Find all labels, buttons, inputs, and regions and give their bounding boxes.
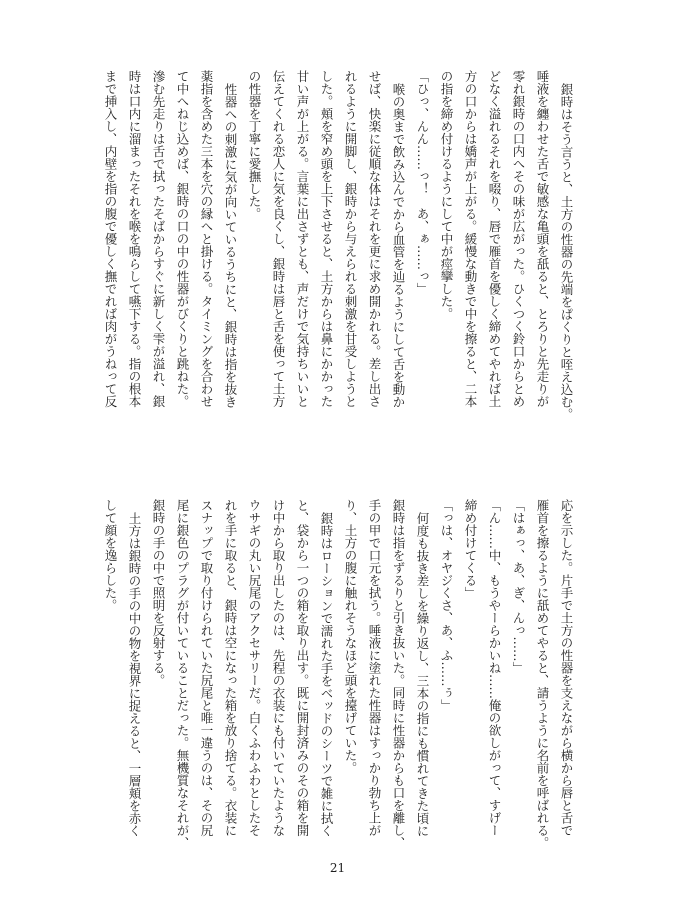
text-line: 手の甲で口元を拭う。唾液に塗れた性器はすっかり勃ち上が <box>367 499 382 837</box>
text-line: の指を締め付けるようにして中が痙攣した。 <box>439 70 454 320</box>
dialogue-line: 「ん……中、もうやーらかいね……俺の欲しがって、すげー <box>487 499 502 837</box>
text-line: 伝えてくれる恋人に気を良くし、銀時は唇と舌を使って土方 <box>271 70 286 408</box>
text-line: 唾液を纏わせた舌で敏感な亀頭を舐ると、とろりと先走りが <box>535 70 550 408</box>
text-line: 土方は銀時の手の中の物を視界に捉えると、一層頬を赤く <box>127 511 142 837</box>
dialogue-line: 締め付けてくる」 <box>463 499 478 599</box>
text-line: 尾に銀色のプラグが付いていることだった。無機質なそれが、 <box>175 499 190 849</box>
text-line: 零れ銀時の口内へその味が広がった。ひくつく鈴口からとめ <box>511 70 526 408</box>
text-line: 喉の奥まで飲み込んでから血管を辿るようにして舌を動か <box>391 82 406 408</box>
text-line: の性器を丁寧に愛撫した。 <box>247 70 262 220</box>
text-block-upper <box>98 70 578 420</box>
text-line: 方の口からは嬌声が上がる。緩慢な動きで中を擦ると、二本 <box>463 70 478 408</box>
text-line: まで挿入し、内壁を指の腹で優しく撫でれば肉がうねって反 <box>103 70 118 408</box>
text-line: ウサギの丸い尻尾のアクセサリーだ。白くふわふわとしたそ <box>247 499 262 837</box>
page-number: 21 <box>329 861 346 875</box>
text-line: 性器への刺激に気が向いているうちにと、銀時は指を抜き <box>223 82 238 408</box>
text-line: け中から取り出したのは、先程の衣装にも付いていたような <box>271 499 286 837</box>
dialogue-line: 「っは、オヤジくさ、あ、ふ……ぅ」 <box>439 499 454 712</box>
text-line: 甘い声が上がる。言葉に出さずとも、声だけで気持ちいいと <box>295 70 310 408</box>
text-line: り、土方の腹に触れそうなほど頭を擡げていた。 <box>343 499 358 774</box>
text-line: 銀時は指をずるりと引き抜いた。同時に性器からも口を離し、 <box>391 499 406 849</box>
text-line: 雁首を擦るように舐めてやると、請うように名前を呼ばれる。 <box>535 499 550 849</box>
text-line: どなく溢れるそれを啜り、唇で雁首を優しく締めてやれば土 <box>487 70 502 408</box>
text-line: て中へねじ込めば、銀時の口の中の性器がびくりと跳ねた。 <box>175 70 190 408</box>
text-line: 時は口内に溜まったそれを喉を鳴らして嚥下する。指の根本 <box>127 70 142 408</box>
text-line: スナップで取り付けられていた尻尾と唯一違うのは、その尻 <box>199 499 214 837</box>
text-line: した。頬を窄め頭を上下させると、土方からは鼻にかかった <box>319 70 334 408</box>
text-line: 応を示した。片手で土方の性器を支えながら横から唇と舌で <box>559 499 574 837</box>
text-line: して顔を逸らした。 <box>103 499 118 612</box>
text-line: 何度も抜き差しを繰り返し、三本の指にも慣れてきた頃に <box>415 511 430 837</box>
text-line: 薬指を含めた三本を穴の縁へと掛ける。タイミングを合わせ <box>199 70 214 408</box>
text-line: 滲む先走りは舌で拭ったそばからすぐに新しく雫が溢れ、銀 <box>151 70 166 408</box>
text-line: 銀時の手の中で照明を反射する。 <box>151 499 166 687</box>
text-line: 銀時はローションで濡れた手をベッドのシーツで雑に拭く <box>319 511 334 837</box>
text-line: れを手に取ると、銀時は空になった箱を放り捨てる。衣装に <box>223 499 238 837</box>
text-block-lower <box>98 499 578 849</box>
text-line: れるように開脚し、銀時から与えられる刺激を甘受しようと <box>343 70 358 408</box>
text-line: と、袋から一つの箱を取り出す。既に開封済みのその箱を開 <box>295 499 310 837</box>
dialogue-line: 「ひっ、んん……っ！ あ、ぁ……っ」 <box>415 70 430 295</box>
text-line: 銀時はそう言うと、土方の性器の先端をぱくりと咥え込む。 <box>559 82 574 420</box>
text-line: せば、快楽に従順な体はそれを更に求め開かれる。差し出さ <box>367 70 382 408</box>
dialogue-line: 「はぁっ、あ、ぎ、んっ……」 <box>511 499 526 674</box>
